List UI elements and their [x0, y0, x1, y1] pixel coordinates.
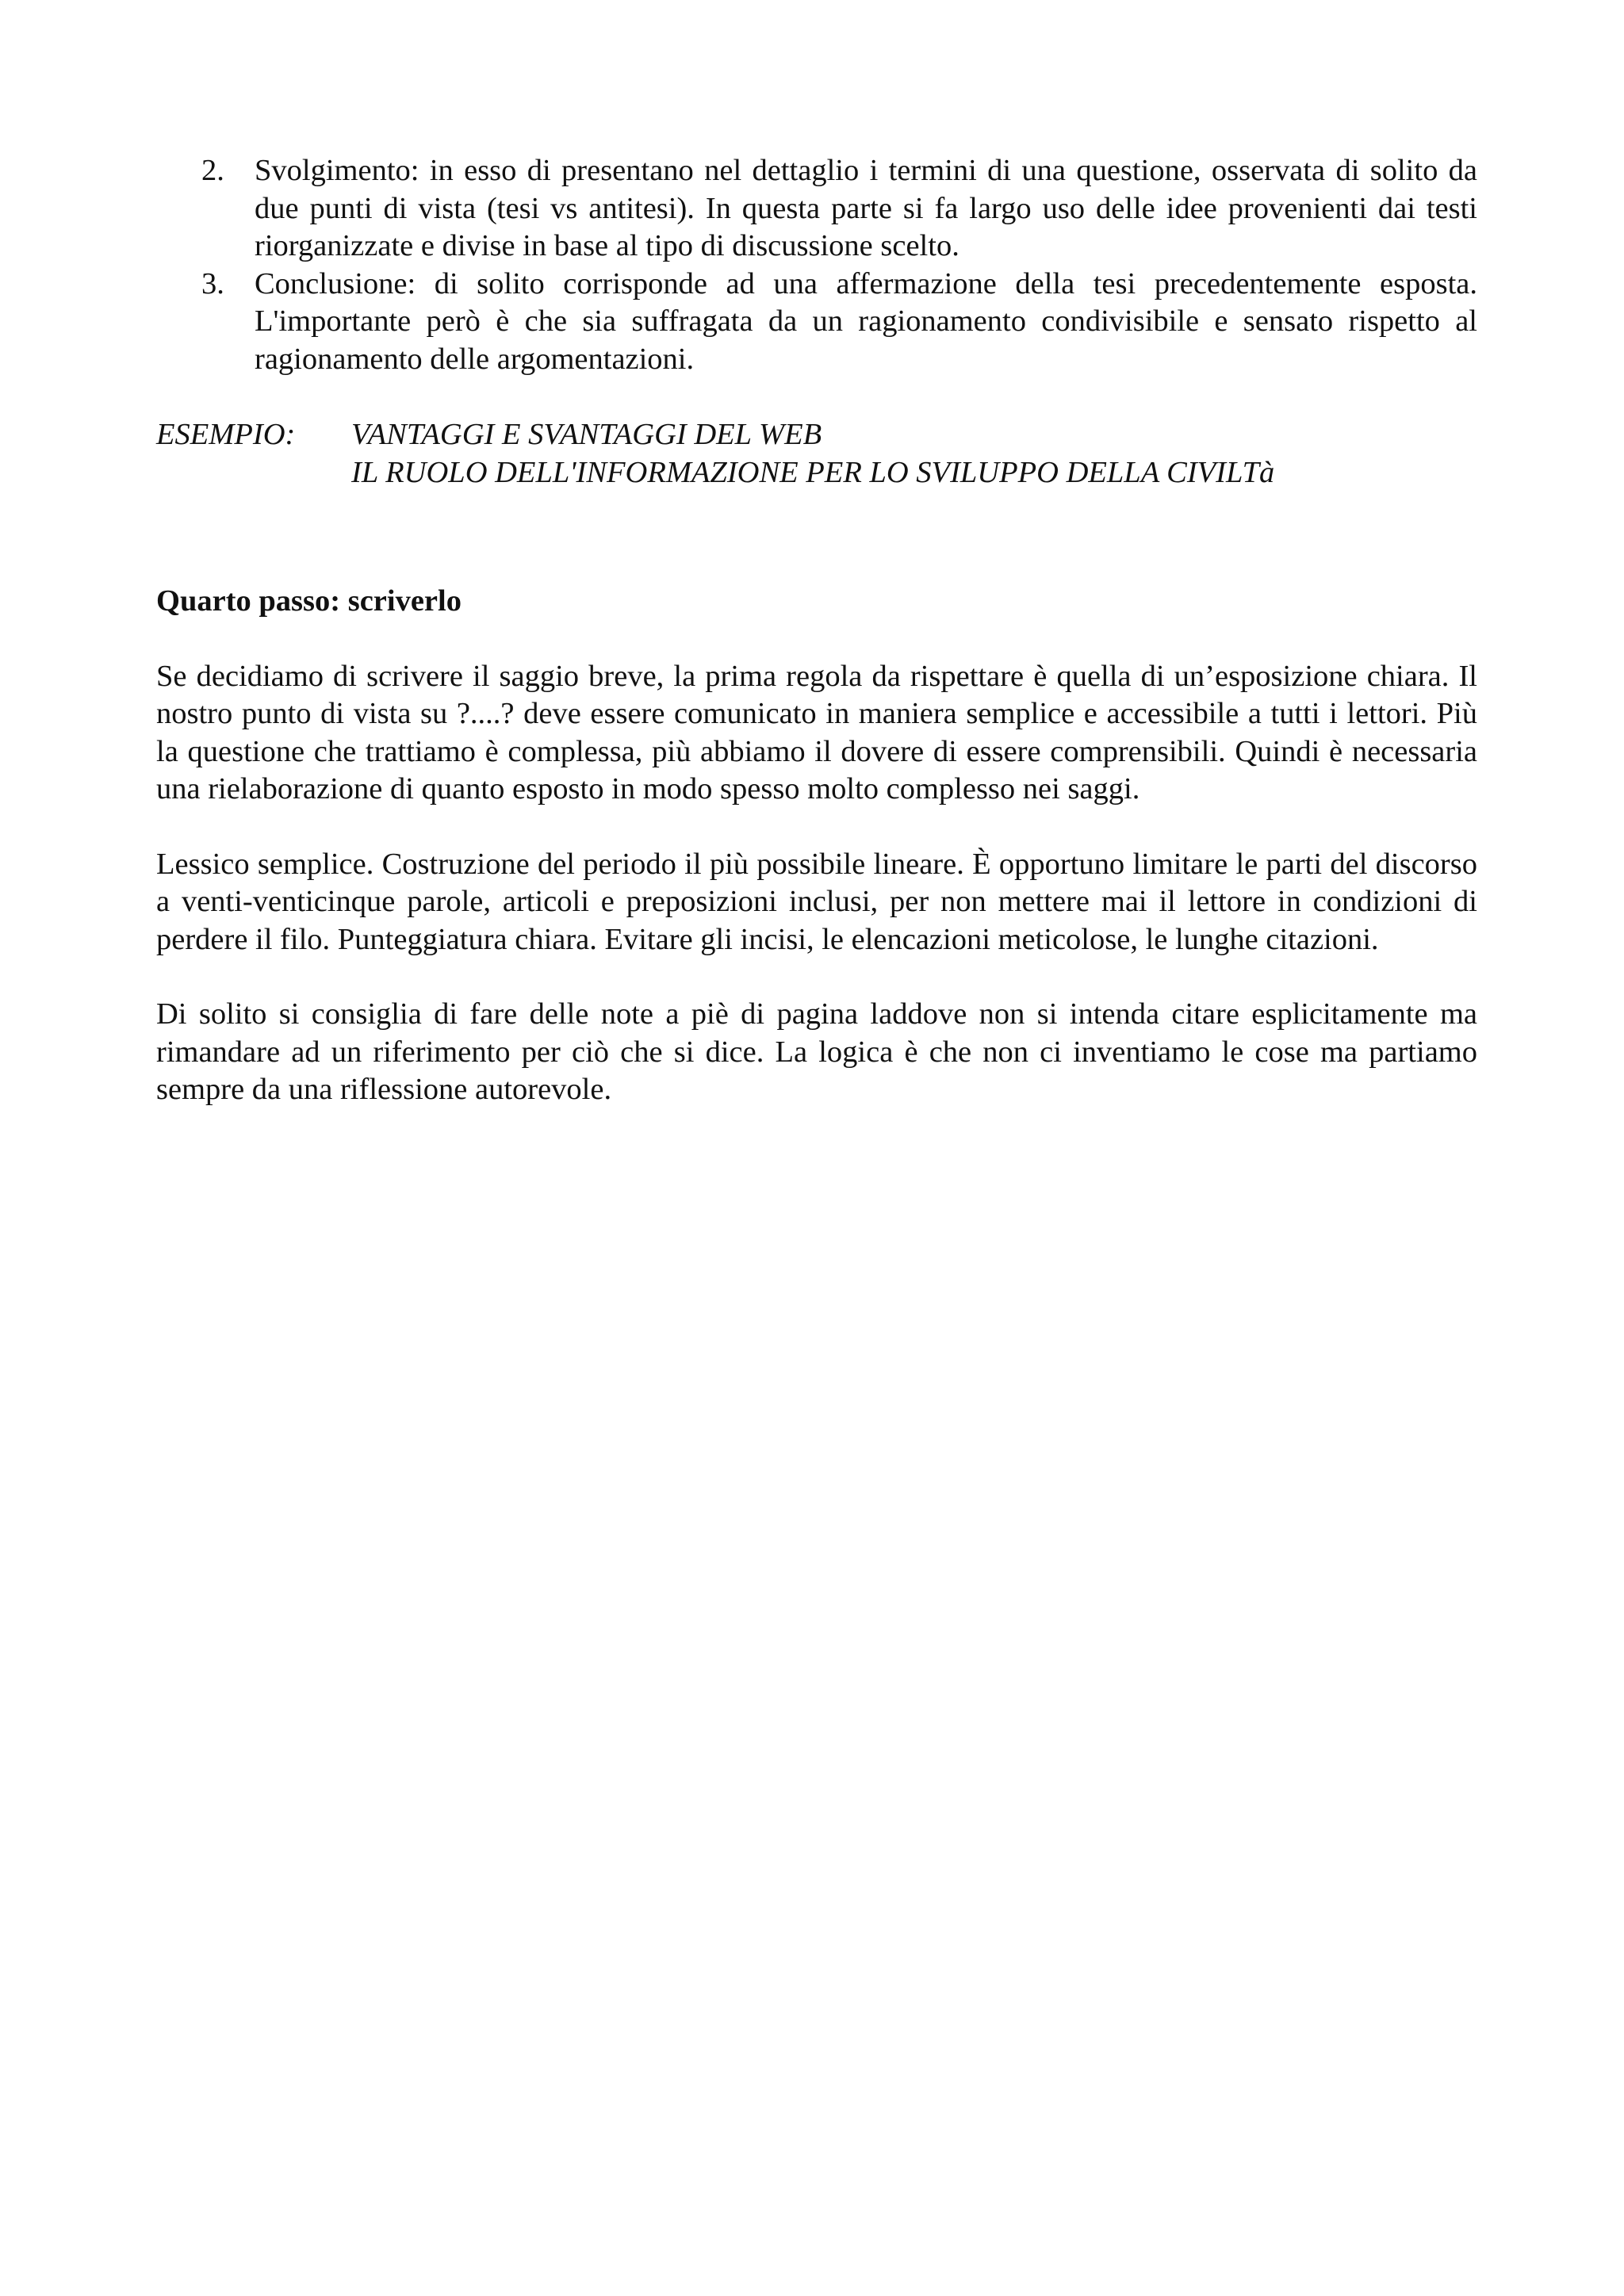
numbered-list — [156, 152, 1477, 378]
list-item-number: 3. — [201, 266, 224, 300]
list-item-text: Svolgimento: in esso di presentano nel dettaglio i termini di una questione, osservata di solito da due punti di vista (tesi vs antitesi). In questa parte si fa largo uso delle idee provenienti dai testi riorganizzate e divise in base al tipo di discussione scelto. — [255, 154, 1477, 262]
paragraph: Di solito si consiglia di fare delle note a piè di pagina laddove non si intenda citare esplicitamente ma rimandare ad un riferimento per ciò che si dice. La logica è che non ci inventiamo le cose ma partiamo sempre da una riflessione autorevole. — [156, 997, 1477, 1106]
paragraph: Lessico semplice. Costruzione del periodo il più possibile lineare. È opportuno limitare le parti del discorso a venti-venticinque parole, articoli e preposizioni inclusi, per non mettere mai il lettore in condizioni di perdere il filo. Punteggiatura chiara. Evitare gli incisi, le elencazioni meticolose, le lunghe citazioni. — [156, 847, 1477, 956]
paragraph: Se decidiamo di scrivere il saggio breve, la prima regola da rispettare è quella di un’esposizione chiara. Il nostro punto di vista su ?....? deve essere comunicato in maniera semplice e accessibile a tutti i lettori. Più la questione che trattiamo è complessa, più abbiamo il dovere di essere comprensibili. Quindi è necessaria una rielaborazione di quanto esposto in modo spesso molto complesso nei saggi. — [156, 659, 1477, 806]
list-item — [156, 266, 1477, 379]
example-label: ESEMPIO: — [156, 418, 296, 451]
list-item-number: 2. — [201, 154, 224, 187]
example-line-1: VANTAGGI E SVANTAGGI DEL WEB — [351, 418, 822, 451]
example-lines — [351, 416, 1274, 492]
example-block — [156, 416, 1477, 492]
section-heading: Quarto passo: scriverlo — [156, 584, 462, 618]
list-item-text: Conclusione: di solito corrisponde ad una affermazione della tesi precedentemente esposta. L'importante però è che sia suffragata da un ragionamento condivisibile e sensato rispetto al ragionamento delle argomentazioni. — [255, 266, 1477, 376]
list-item — [156, 152, 1477, 266]
page-content — [156, 152, 1477, 1109]
example-line-2: IL RUOLO DELL'INFORMAZIONE PER LO SVILUPPO DELLA CIVILTà — [351, 455, 1275, 489]
